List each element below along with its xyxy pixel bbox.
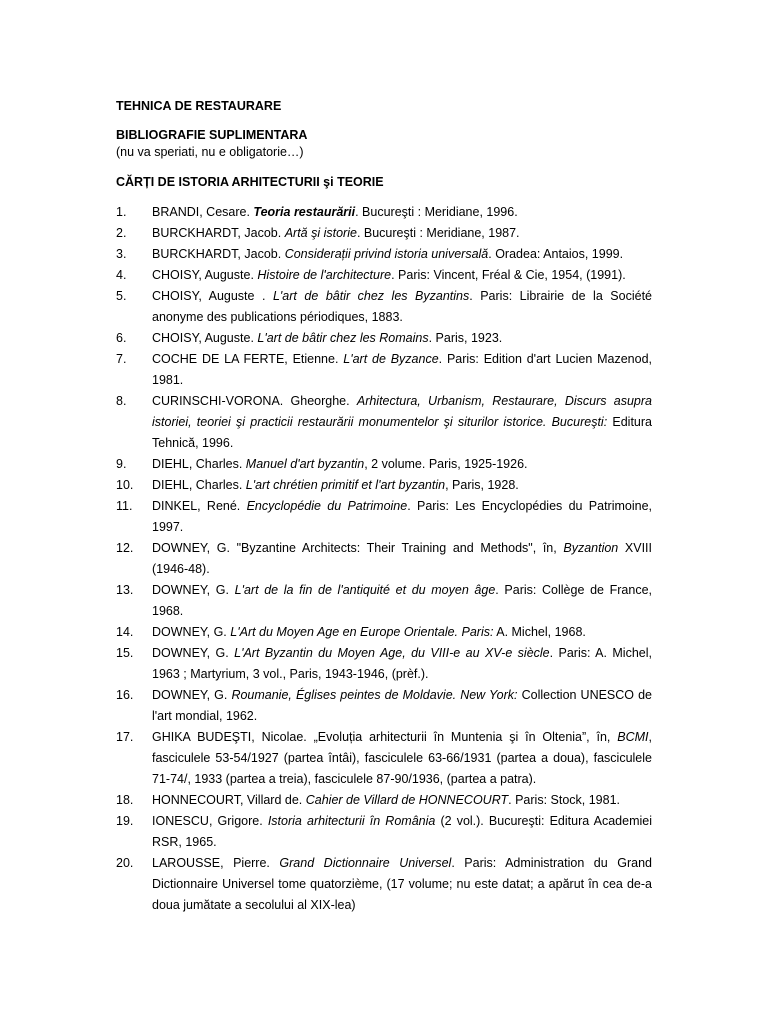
bibliography-entry: [116, 286, 652, 328]
entry-number: 17.: [116, 730, 134, 744]
entry-title-segment: Teoria restaurării: [253, 205, 356, 219]
section-heading: CĂRȚI DE ISTORIA ARHITECTURII şi TEORIE: [116, 175, 384, 189]
bibliography-note: (nu va speriati, nu e obligatorie…): [116, 145, 304, 159]
bibliography-entry: [116, 265, 652, 286]
entry-number: 3.: [116, 247, 127, 261]
entry-title-segment: L'art de la fin de l'antiquité et du moyen âge: [234, 583, 496, 597]
entry-text-segment: . Paris: Les Encyclopédies du Patrimoine, 1997.: [152, 499, 653, 534]
bibliography-list: [116, 202, 652, 916]
entry-number: 14.: [116, 625, 134, 639]
entry-title-segment: L'art chrétien primitif et l'art byzantin: [245, 478, 446, 492]
entry-number: 7.: [116, 352, 127, 366]
bibliography-entry: [116, 391, 652, 454]
entry-text: [152, 727, 652, 790]
bibliography-entry: [116, 349, 652, 391]
entry-text-segment: DOWNEY, G.: [152, 688, 232, 702]
entry-text-segment: Collection UNESCO de l'art mondial, 1962.: [152, 688, 652, 723]
entry-text-segment: CHOISY, Auguste .: [152, 289, 273, 303]
entry-text: [152, 538, 652, 580]
bibliography-entry: [116, 496, 652, 538]
entry-text-segment: GHIKA BUDEŞTI, Nicolae. „Evoluția arhitecturii în Muntenia şi în Oltenia”, în,: [152, 730, 618, 744]
entry-title-segment: Roumanie, Églises peintes de Moldavie. New York:: [231, 688, 518, 702]
entry-text: [152, 391, 652, 454]
entry-title-segment: Grand Dictionnaire Universel: [279, 856, 452, 870]
entry-number: 10.: [116, 478, 134, 492]
bibliography-entry: [116, 454, 652, 475]
document-title: TEHNICA DE RESTAURARE: [116, 99, 282, 113]
entry-text-segment: DINKEL, René.: [152, 499, 247, 513]
entry-title-segment: L'art de Byzance: [343, 352, 439, 366]
entry-text-segment: CHOISY, Auguste.: [152, 331, 258, 345]
entry-title-segment: L'Art du Moyen Age en Europe Orientale. Paris:: [230, 625, 494, 639]
entry-text-segment: . Paris: Administration du Grand Dictionnaire Universel tome quatorzième, (17 volume; nu este datat; a apărut în cea de-a doua jumătate a secolului al XIX-lea): [152, 856, 652, 912]
entry-text: [152, 244, 652, 265]
entry-text-segment: BURCKHARDT, Jacob.: [152, 247, 285, 261]
entry-text: [152, 223, 652, 244]
entry-text: [152, 853, 652, 916]
bibliography-entry: [116, 727, 652, 790]
entry-text: [152, 202, 652, 223]
bibliography-entry: [116, 328, 652, 349]
entry-title-segment: Istoria arhitecturii în România: [267, 814, 436, 828]
entry-number: 15.: [116, 646, 134, 660]
entry-title-segment: Histoire de l'architecture: [257, 268, 392, 282]
bibliography-entry: [116, 811, 652, 853]
entry-text: [152, 349, 652, 391]
entry-title-segment: Cahier de Villard de HONNECOURT: [305, 793, 509, 807]
entry-text-segment: DOWNEY, G.: [152, 583, 235, 597]
entry-number: 1.: [116, 205, 127, 219]
entry-text-segment: DOWNEY, G.: [152, 625, 231, 639]
entry-text-segment: , fasciculele 53-54/1927 (partea întâi), fasciculele 63-66/1931 (partea a doua), fasciculele 71-74/, 1933 (partea a treia), fasciculele 87-90/1936, (partea a patra).: [152, 730, 652, 786]
entry-text-segment: DIEHL, Charles.: [152, 457, 246, 471]
entry-number: 6.: [116, 331, 127, 345]
bibliography-entry: [116, 538, 652, 580]
entry-text: [152, 685, 652, 727]
entry-text: [152, 643, 652, 685]
entry-text: [152, 454, 652, 475]
entry-text-segment: (2 vol.). Bucureşti: Editura Academiei RSR, 1965.: [152, 814, 652, 849]
entry-text-segment: COCHE DE LA FERTE, Etienne.: [152, 352, 344, 366]
entry-title-segment: Arhitectura, Urbanism, Restaurare, Discurs asupra istoriei, teoriei şi practicii restaurării monumentelor şi siturilor istorice. Bucureşti:: [152, 394, 652, 429]
entry-text-segment: CHOISY, Auguste.: [152, 268, 258, 282]
entry-text-segment: HONNECOURT, Villard de.: [152, 793, 306, 807]
entry-number: 19.: [116, 814, 134, 828]
entry-text-segment: . Paris: Vincent, Fréal & Cie, 1954, (1991).: [391, 268, 626, 282]
document-page: [116, 98, 652, 916]
bibliography-heading: BIBLIOGRAFIE SUPLIMENTARA: [116, 128, 308, 142]
entry-text-segment: DOWNEY, G. "Byzantine Architects: Their Training and Methods", în,: [152, 541, 564, 555]
entry-text-segment: CURINSCHI-VORONA. Gheorghe.: [152, 394, 357, 408]
entry-number: 16.: [116, 688, 134, 702]
entry-text-segment: . Paris: Librairie de la Société anonyme des publications périodiques, 1883.: [152, 289, 652, 324]
entry-text: [152, 328, 652, 349]
entry-text-segment: DIEHL, Charles.: [152, 478, 246, 492]
entry-text-segment: . Bucureşti : Meridiane, 1996.: [355, 205, 518, 219]
entry-text: [152, 811, 652, 853]
bibliography-entry: [116, 853, 652, 916]
entry-text-segment: BURCKHARDT, Jacob.: [152, 226, 285, 240]
entry-text-segment: BRANDI, Cesare.: [152, 205, 254, 219]
entry-text-segment: . Oradea: Antaios, 1999.: [488, 247, 624, 261]
entry-text: [152, 496, 652, 538]
entry-number: 13.: [116, 583, 134, 597]
entry-text-segment: . Paris: Edition d'art Lucien Mazenod, 1981.: [152, 352, 653, 387]
bibliography-entry: [116, 580, 652, 622]
entry-text: [152, 265, 652, 286]
entry-text: [152, 790, 652, 811]
entry-title-segment: BCMI: [617, 730, 649, 744]
entry-title-segment: Manuel d'art byzantin: [245, 457, 365, 471]
entry-title-segment: Artă şi istorie: [284, 226, 357, 240]
entry-title-segment: Byzantion: [563, 541, 619, 555]
entry-text-segment: . Paris: Collège de France, 1968.: [152, 583, 652, 618]
entry-number: 2.: [116, 226, 127, 240]
entry-text-segment: . Paris: A. Michel, 1963 ; Martyrium, 3 vol., Paris, 1943-1946, (prèf.).: [152, 646, 652, 681]
bibliography-entry: [116, 475, 652, 496]
entry-text-segment: . Bucureşti : Meridiane, 1987.: [356, 226, 520, 240]
bibliography-entry: [116, 790, 652, 811]
bibliography-entry: [116, 223, 652, 244]
entry-title-segment: L'art de bâtir chez les Romains: [257, 331, 429, 345]
entry-text: [152, 580, 652, 622]
entry-number: 4.: [116, 268, 127, 282]
entry-number: 18.: [116, 793, 134, 807]
entry-text-segment: LAROUSSE, Pierre.: [152, 856, 280, 870]
entry-text-segment: XVIII (1946-48).: [152, 541, 652, 576]
entry-text-segment: , 2 volume. Paris, 1925-1926.: [364, 457, 528, 471]
entry-title-segment: L'Art Byzantin du Moyen Age, du VIII-e au XV-e siècle: [234, 646, 550, 660]
entry-title-segment: Encyclopédie du Patrimoine: [246, 499, 408, 513]
bibliography-entry: [116, 202, 652, 223]
entry-text-segment: Editura Tehnică, 1996.: [152, 415, 652, 450]
entry-text: [152, 622, 652, 643]
bibliography-entry: [116, 244, 652, 265]
bibliography-entry: [116, 622, 652, 643]
entry-text-segment: DOWNEY, G.: [152, 646, 235, 660]
entry-text-segment: IONESCU, Grigore.: [152, 814, 268, 828]
entry-title-segment: L'art de bâtir chez les Byzantins: [272, 289, 470, 303]
entry-text-segment: A. Michel, 1968.: [493, 625, 586, 639]
entry-number: 5.: [116, 289, 127, 303]
entry-number: 9.: [116, 457, 127, 471]
entry-text-segment: . Paris: Stock, 1981.: [508, 793, 620, 807]
entry-number: 20.: [116, 856, 134, 870]
entry-text-segment: , Paris, 1928.: [445, 478, 519, 492]
entry-title-segment: Considerații privind istoria universală: [284, 247, 489, 261]
entry-text: [152, 286, 652, 328]
entry-number: 12.: [116, 541, 134, 555]
bibliography-entry: [116, 685, 652, 727]
entry-text: [152, 475, 652, 496]
bibliography-entry: [116, 643, 652, 685]
entry-text-segment: . Paris, 1923.: [428, 331, 503, 345]
entry-number: 11.: [116, 499, 133, 513]
entry-number: 8.: [116, 394, 127, 408]
